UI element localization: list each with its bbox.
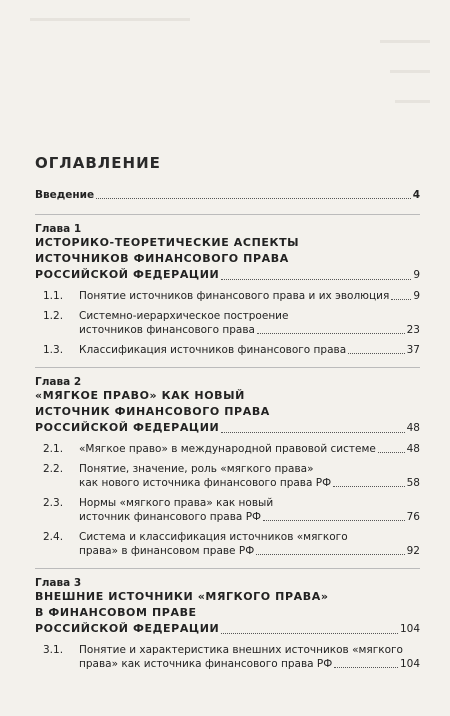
chapter-title-line: РОССИЙСКОЙ ФЕДЕРАЦИИ — [35, 421, 220, 434]
dot-leader — [334, 667, 398, 668]
dot-leader — [221, 633, 398, 634]
chapter-3 — [35, 577, 420, 671]
toc-entry-section[interactable] — [35, 643, 420, 671]
page-number: 37 — [406, 344, 420, 356]
section-title: «Мягкое право» в международной правовой системе — [79, 443, 376, 455]
chapter-title-line: «МЯГКОЕ ПРАВО» КАК НОВЫЙ — [35, 389, 245, 402]
toc-entry-introduction[interactable] — [35, 188, 420, 202]
toc-entry-section[interactable] — [35, 442, 420, 456]
section-title: Системно-иерархическое построение — [79, 310, 289, 322]
dot-leader — [348, 353, 404, 354]
section-number: 2.2. — [43, 463, 64, 475]
toc-entry-section[interactable] — [35, 496, 420, 524]
toc-entry-chapter-1[interactable] — [35, 267, 420, 283]
chapter-title-line: ИСТОРИКО-ТЕОРЕТИЧЕСКИЕ АСПЕКТЫ — [35, 236, 300, 249]
chapter-label: Глава 1 — [35, 223, 82, 235]
dot-leader — [378, 452, 405, 453]
page-number: 23 — [406, 324, 420, 336]
chapter-title-line: ИСТОЧНИК ФИНАНСОВОГО ПРАВА — [35, 405, 270, 418]
toc-entry-section[interactable] — [35, 289, 420, 303]
section-number: 2.3. — [43, 497, 64, 509]
toc-entry-chapter-2[interactable] — [35, 420, 420, 436]
section-title: источник финансового права РФ — [79, 511, 262, 523]
facing-page-bleed — [0, 0, 450, 120]
section-title: Классификация источников финансового права — [79, 344, 347, 356]
dot-leader — [263, 520, 405, 521]
chapter-label: Глава 3 — [35, 577, 82, 589]
toc-entry-section[interactable] — [35, 530, 420, 558]
page-number: 48 — [406, 443, 420, 455]
page-number: 104 — [399, 623, 420, 635]
section-title: права» как источника финансового права РФ — [79, 658, 333, 670]
chapter-title-line: ВНЕШНИЕ ИСТОЧНИКИ «МЯГКОГО ПРАВА» — [35, 590, 329, 603]
page-number: 92 — [406, 545, 420, 557]
dot-leader — [96, 198, 411, 199]
section-number: 1.2. — [43, 310, 64, 322]
chapter-title-line: РОССИЙСКОЙ ФЕДЕРАЦИИ — [35, 268, 220, 281]
section-title: Понятие источников финансового права и их эволюция — [79, 290, 390, 302]
toc-title: ОГЛАВЛЕНИЕ — [35, 154, 161, 172]
page-number: 76 — [406, 511, 420, 523]
section-title: источников финансового права — [79, 324, 255, 336]
page-number: 104 — [399, 658, 420, 670]
section-title: права» в финансовом праве РФ — [79, 545, 255, 557]
section-number: 1.3. — [43, 344, 64, 356]
section-title: как нового источника финансового права РФ — [79, 477, 332, 489]
dot-leader — [333, 486, 404, 487]
entry-label: Введение — [35, 189, 95, 201]
table-of-contents — [35, 154, 420, 681]
page-number: 48 — [406, 422, 420, 434]
section-title: Система и классификация источников «мягкого — [79, 531, 348, 543]
section-title: Нормы «мягкого права» как новый — [79, 497, 274, 509]
chapter-title-line: ИСТОЧНИКОВ ФИНАНСОВОГО ПРАВА — [35, 252, 289, 265]
section-number: 2.1. — [43, 443, 64, 455]
page-number: 9 — [413, 290, 420, 302]
section-number: 3.1. — [43, 644, 64, 656]
section-title: Понятие и характеристика внешних источников «мягкого — [79, 644, 403, 656]
page-number: 58 — [406, 477, 420, 489]
chapter-title-line: В ФИНАНСОВОМ ПРАВЕ — [35, 606, 197, 619]
dot-leader — [221, 279, 411, 280]
chapter-1 — [35, 223, 420, 357]
dot-leader — [257, 333, 405, 334]
chapter-2 — [35, 376, 420, 558]
page-number: 4 — [412, 189, 420, 201]
section-number: 2.4. — [43, 531, 64, 543]
divider — [35, 568, 420, 569]
chapter-label: Глава 2 — [35, 376, 82, 388]
page-number: 9 — [413, 269, 420, 281]
chapter-title-line: РОССИЙСКОЙ ФЕДЕРАЦИИ — [35, 622, 220, 635]
toc-entry-section[interactable] — [35, 343, 420, 357]
toc-entry-section[interactable] — [35, 309, 420, 337]
toc-entry-section[interactable] — [35, 462, 420, 490]
toc-entry-chapter-3[interactable] — [35, 621, 420, 637]
divider — [35, 214, 420, 215]
section-number: 1.1. — [43, 290, 64, 302]
section-title: Понятие, значение, роль «мягкого права» — [79, 463, 314, 475]
divider — [35, 367, 420, 368]
dot-leader — [256, 554, 404, 555]
dot-leader — [391, 299, 411, 300]
dot-leader — [221, 432, 404, 433]
